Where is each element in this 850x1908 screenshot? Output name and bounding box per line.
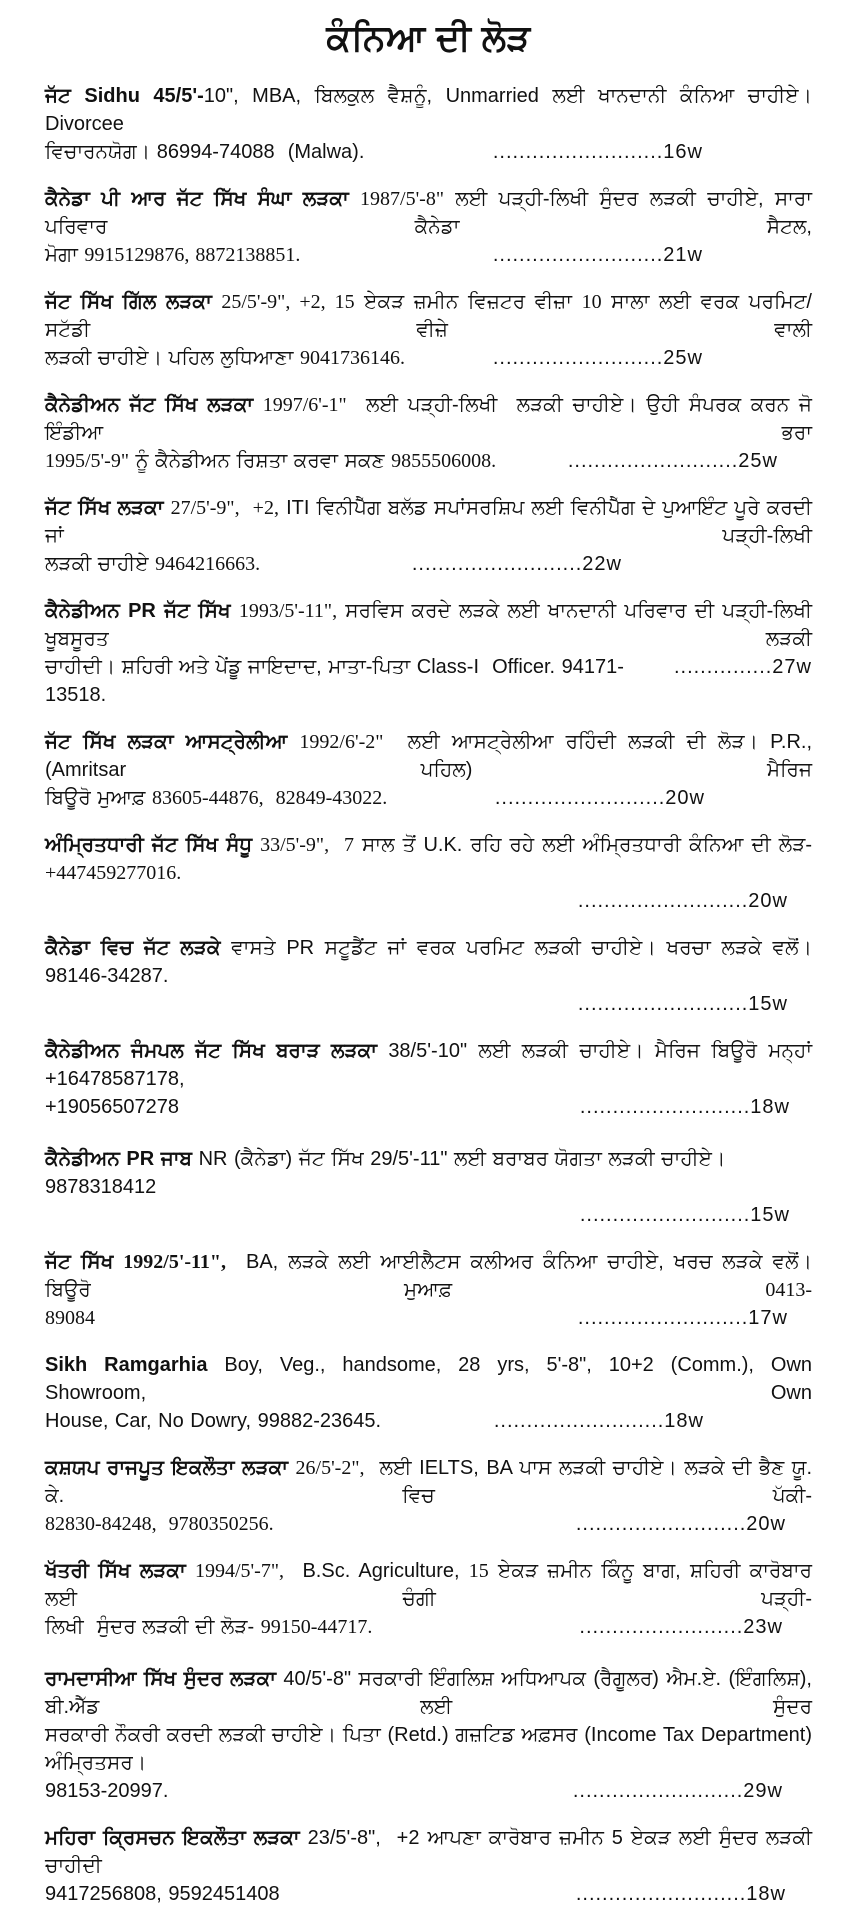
ad-line	[45, 1248, 819, 1304]
ad-line	[45, 1304, 812, 1332]
ad-text	[45, 85, 819, 135]
word-count-leader: ..........................17w	[577, 1307, 788, 1329]
ad-line	[45, 784, 812, 812]
ad-line	[45, 494, 819, 550]
classified-ad	[45, 728, 819, 812]
ad-text	[45, 834, 819, 884]
ad-text	[45, 1040, 819, 1090]
ad-lead-in: ਕੈਨੇਡੀਅਨ ਜੱਟ ਸਿੱਖ ਲੜਕਾ	[45, 394, 263, 416]
ad-text	[45, 1148, 732, 1198]
ad-text	[45, 1613, 372, 1641]
ad-line	[45, 1777, 812, 1805]
ad-lead-in: ਕੈਨੇਡੀਅਨ ਜੰਮਪਲ ਜੱਟ ਸਿੱਖ ਬਰਾੜ ਲੜਕਾ	[45, 1040, 389, 1062]
classified-ad	[45, 1665, 819, 1805]
ad-lead-in: ਜੱਟ ਸਿੱਖ	[45, 1251, 124, 1273]
ad-text-segment: ਏਕੜ ਜ਼ਮੀਨ ਕਿੰਨੂ ਬਾਗ, ਸ਼ਹਿਰੀ ਕਾਰੋਬਾਰ ਲਈ ਚੰਗੀ ਪੜ੍ਹੀ-	[45, 1560, 819, 1610]
ad-line	[45, 1880, 812, 1908]
ad-text	[45, 1724, 819, 1774]
ad-text-segment: B.Sc. Agriculture,	[283, 1560, 469, 1582]
ad-text	[45, 447, 496, 475]
classified-ad	[45, 1351, 819, 1435]
ad-lead-in: Sidhu 45/5'-	[84, 85, 204, 107]
ad-text	[45, 291, 812, 341]
ad-text-segment: 1997/6'-1"	[262, 394, 347, 416]
ad-text-segment: 98153-20997.	[45, 1780, 169, 1802]
ad-text-segment: BA, ਲੜਕੇ ਲਈ ਆਈਲੈਟਸ ਕਲੀਅਰ ਕੰਨਿਆ ਚਾਹੀਏ, ਖਰਚ ਲੜਕੇ ਵਲੋਂ। ਬਿਊਰੋ ਮੁਆਫ਼	[45, 1251, 819, 1301]
ad-line	[45, 1824, 819, 1880]
classified-ad	[45, 391, 819, 475]
ad-text	[45, 1093, 179, 1121]
ad-text-segment: 1994/5'-7",	[195, 1560, 284, 1582]
ad-text-segment: ਚਾਹੀਦੀ। ਸ਼ਹਿਰੀ ਅਤੇ ਪੇਂਡੂ ਜਾਇਦਾਦ, ਮਾਤਾ-ਪਿਤਾ Class-I Officer. 94171-13518.	[45, 656, 624, 706]
ad-line	[45, 138, 812, 166]
word-count-leader: ..........................21w	[492, 244, 703, 266]
ad-lead-in: ਕਸ਼ਯਪ ਰਾਜਪੂਤ ਇਕਲੌਤਾ ਲੜਕਾ	[45, 1457, 296, 1479]
ad-text-segment: ਸਰਵਿਸ ਕਰਦੇ ਲੜਕੇ ਲਈ ਖਾਨਦਾਨੀ ਪਰਿਵਾਰ ਦੀ ਪੜ੍ਹੀ-ਲਿਖੀ ਖੂਬਸੂਰਤ ਲੜਕੀ	[45, 600, 826, 650]
ad-lead-in: ਰਾਮਦਾਸੀਆ ਸਿੱਖ ਸੁੰਦਰ ਲੜਕਾ	[45, 1668, 284, 1690]
ad-line	[45, 1721, 819, 1777]
ad-text-segment: ਵਿਚਾਰਨਯੋਗ। 86994-74088 (Malwa).	[45, 141, 365, 163]
ad-text-segment: 9464216663.	[155, 553, 261, 575]
ad-line	[45, 1510, 812, 1538]
ad-text-segment: ITI ਵਿਨੀਪੈੱਗ ਬਲੱਡ ਸਪਾਂਸਰਸ਼ਿਪ ਲਈ ਵਿਨੀਪੈੱਗ ਦੇ ਪੁਆਇੰਟ ਪੂਰੇ ਕਰਦੀ ਜਾਂ ਪੜ੍ਹੀ-ਲਿਖੀ	[45, 497, 819, 547]
classified-ad	[45, 1454, 819, 1538]
ad-line	[45, 447, 812, 475]
ad-text-segment: +19056507278	[45, 1096, 180, 1118]
ad-text-segment: 9417256808, 9592451408	[45, 1883, 280, 1905]
ad-text	[45, 1407, 381, 1435]
ad-text	[45, 1510, 274, 1538]
ad-text-segment: 0413-	[765, 1279, 812, 1301]
classified-ad	[45, 494, 819, 578]
ad-text-segment: 1987/5'-8"	[360, 188, 444, 210]
word-count-leader: ..........................18w	[579, 1096, 790, 1118]
ad-lead-in: ਕੈਨੇਡੀਅਨ PR ਜਾਬ	[45, 1148, 199, 1170]
word-count-leader: ..........................25w	[492, 347, 703, 369]
word-count-leader: ..........................20w	[494, 787, 705, 809]
ad-lead-in: ਜੱਟ ਸਿੱਖ ਲੜਕਾ	[45, 497, 171, 519]
word-count-leader: ..........................18w	[493, 1410, 704, 1432]
ad-lead-in: ਕੈਨੇਡਾ ਪੀ ਆਰ ਜੱਟ ਸਿੱਖ ਸੰਘਾ ਲੜਕਾ	[45, 188, 361, 210]
ad-text-segment: ਮੋਗਾ	[45, 244, 85, 266]
classified-ad	[45, 185, 819, 269]
ad-line	[45, 241, 812, 269]
ad-lead-in: ਕੈਨੇਡੀਅਨ PR ਜੱਟ ਸਿੱਖ	[45, 600, 239, 622]
ad-text-segment: Boy, Veg., handsome, 28 yrs, 5'-8", 10+2 (Comm.), Own Showroom, Own	[45, 1354, 819, 1404]
ad-text-segment: 99150-44717.	[260, 1616, 373, 1638]
ad-text-segment: 27/5'-9", +2,	[170, 497, 279, 519]
ad-lead-in: Sikh Ramgarhia	[45, 1354, 225, 1376]
ad-text-segment: 9855506008.	[391, 450, 497, 472]
ad-text-segment: 83605-44876, 82849-43022.	[151, 787, 388, 809]
ad-text	[45, 731, 819, 781]
ads-list	[45, 82, 826, 1908]
ad-text	[45, 138, 364, 166]
word-count-leader: ..........................15w	[579, 1204, 790, 1226]
ad-text-segment: ਲਿਖੀ ਸੁੰਦਰ ਲੜਕੀ ਦੀ ਲੋੜ-	[45, 1616, 261, 1638]
ad-text	[45, 653, 674, 709]
ad-text-segment: 89084	[45, 1307, 95, 1329]
ad-line	[45, 597, 826, 653]
ad-text-segment: ਸਾਲ ਤੋਂ U.K. ਰਹਿ ਰਹੇ ਲਈ ਅੰਮ੍ਰਿਤਧਾਰੀ ਕੰਨਿਆ ਦੀ ਲੋੜ-	[354, 834, 819, 856]
ad-text-segment: +447459277016.	[45, 862, 182, 884]
ad-line	[45, 1407, 812, 1435]
ad-line	[45, 1665, 819, 1721]
ad-lead-in: 1992/5'-11",	[123, 1251, 227, 1273]
ad-text	[45, 1251, 819, 1301]
ad-line	[45, 1093, 812, 1121]
word-count-leader: ..........................22w	[411, 553, 622, 575]
ad-lead-in: ਜੱਟ ਸਿੱਖ ਗਿੱਲ ਲੜਕਾ	[45, 291, 222, 313]
ad-text-segment: 23/5'-8", +2 ਆਪਣਾ ਕਾਰੋਬਾਰ ਜ਼ਮੀਨ 5 ਏਕੜ ਲਈ ਸੁੰਦਰ ਲੜਕੀ ਚਾਹੀਦੀ	[45, 1827, 819, 1877]
ad-line	[45, 1454, 819, 1510]
ad-line	[45, 185, 819, 241]
ad-text-segment: 9915129876, 8872138851.	[84, 244, 301, 266]
ad-text-segment: ਬਿਊਰੋ ਮੁਆਫ਼	[45, 787, 152, 809]
ad-text-segment: ਲਈ IELTS, BA ਪਾਸ ਲੜਕੀ ਚਾਹੀਏ। ਲੜਕੇ ਦੀ ਭੈਣ ਯੂ. ਕੇ. ਵਿਚ ਪੱਕੀ-	[45, 1457, 819, 1507]
word-count-leader: ..........................15w	[577, 993, 788, 1015]
ad-text-segment: 1992/6'-2"	[299, 731, 384, 753]
page-title: ਕੰਨਿਆ ਦੀ ਲੋੜ	[326, 17, 531, 58]
ad-text	[45, 344, 405, 372]
ad-text	[45, 937, 819, 987]
ad-line	[45, 344, 812, 372]
word-count-leader: ..........................20w	[577, 890, 788, 912]
classified-ad	[45, 934, 819, 1018]
ad-text-segment: ਲੜਕੀ ਚਾਹੀਏ	[45, 553, 156, 575]
ad-line	[45, 831, 819, 887]
ad-text	[45, 1304, 95, 1332]
ad-text-segment: ਨੂੰ ਕੈਨੇਡੀਅਨ ਰਿਸ਼ਤਾ ਕਰਵਾ ਸਕਣ	[128, 450, 392, 472]
classified-ad	[45, 1145, 812, 1229]
ad-line	[45, 288, 812, 344]
ad-text-segment: 10", MBA, ਬਿਲਕੁਲ ਵੈਸ਼ਨੂੰ, Unmarried ਲਈ ਖਾਨਦਾਨੀ ਕੰਨਿਆ ਚਾਹੀਏ। Divorcee	[45, 85, 819, 135]
ad-text-segment: 10	[581, 291, 602, 313]
ad-text-segment: 15	[468, 1560, 489, 1582]
ad-line	[45, 887, 812, 915]
ad-text-segment: 9041736146.	[299, 347, 405, 369]
ad-text	[45, 1880, 280, 1908]
ad-text	[45, 394, 819, 444]
ad-text	[45, 784, 387, 812]
ad-text-segment: 25/5'-9", +2, 15	[221, 291, 355, 313]
word-count-leader: ..........................29w	[572, 1780, 783, 1802]
ad-line	[45, 934, 819, 990]
classified-ad	[45, 831, 819, 915]
ad-lead-in: ਮਹਿਰਾ ਕ੍ਰਿਸਚਨ ਇਕਲੌਤਾ ਲੜਕਾ	[45, 1827, 308, 1849]
ad-text-segment: ਲਈ ਪੜ੍ਹੀ-ਲਿਖੀ ਸੁੰਦਰ ਲੜਕੀ ਚਾਹੀਏ, ਸਾਰਾ ਪਰਿਵਾਰ ਕੈਨੇਡਾ ਸੈਟਲ,	[45, 188, 819, 238]
ad-text-segment: ਲਈ ਪੜ੍ਹੀ-ਲਿਖੀ ਲੜਕੀ ਚਾਹੀਏ। ਉਹੀ ਸੰਪਰਕ ਕਰਨ ਜੋ ਇੰਡੀਆ ਭਰਾ	[45, 394, 819, 444]
ad-line	[45, 1145, 812, 1201]
ad-lead-in: ਅੰਮ੍ਰਿਤਧਾਰੀ ਜੱਟ ਸਿੱਖ ਸੰਧੂ	[45, 834, 261, 856]
ad-text	[45, 550, 260, 578]
classified-ad	[45, 1557, 819, 1641]
ad-text-segment: ਲਈ ਆਸਟ੍ਰੇਲੀਆ ਰਹਿੰਦੀ ਲੜਕੀ ਦੀ ਲੋੜ। P.R., (Amritsar ਪਹਿਲ) ਮੈਰਿਜ	[45, 731, 819, 781]
ad-text	[45, 1354, 819, 1404]
ad-lead-in: ਖੱਤਰੀ ਸਿੱਖ ਲੜਕਾ	[45, 1560, 195, 1582]
ad-lead-in: ਕੈਨੇਡਾ ਵਿਚ ਜੱਟ ਲੜਕੇ	[45, 937, 232, 959]
ad-text	[45, 241, 300, 269]
ad-text	[45, 1457, 819, 1507]
ad-line	[45, 653, 812, 709]
ad-text	[45, 497, 819, 547]
classified-ad	[45, 1037, 819, 1121]
classified-ad	[45, 82, 819, 166]
ad-lead-in: ਜੱਟ	[45, 85, 85, 107]
ad-text-segment: ਲੜਕੀ ਚਾਹੀਏ। ਪਹਿਲ ਲੁਧਿਆਣਾ	[45, 347, 300, 369]
ad-text-segment: 1995/5'-9"	[45, 450, 129, 472]
classified-ad	[45, 1248, 819, 1332]
ad-text-segment: 26/5'-2",	[295, 1457, 365, 1479]
ad-text	[45, 1827, 819, 1877]
ad-line	[45, 1613, 812, 1641]
word-count-leader: ..........................16w	[492, 141, 703, 163]
ad-line	[45, 391, 819, 447]
ad-text-segment: NR (ਕੈਨੇਡਾ) ਜੱਟ ਸਿੱਖ 29/5'-11" ਲਈ ਬਰਾਬਰ ਯੋਗਤਾ ਲੜਕੀ ਚਾਹੀਏ। 9878318412	[45, 1148, 733, 1198]
ad-text	[45, 1777, 168, 1805]
classified-ad	[45, 597, 826, 709]
classified-ad	[45, 288, 812, 372]
word-count-leader: ..........................18w	[575, 1883, 786, 1905]
ad-line	[45, 1037, 819, 1093]
ad-line	[45, 1201, 812, 1229]
ad-text-segment: 38/5'-10" ਲਈ ਲੜਕੀ ਚਾਹੀਏ। ਮੈਰਿਜ ਬਿਊਰੋ ਮਨ੍ਹਾਂ +16478587178,	[45, 1040, 819, 1090]
ad-text-segment: ਏਕੜ ਜ਼ਮੀਨ ਵਿਜ਼ਟਰ ਵੀਜ਼ਾ	[354, 291, 582, 313]
ad-line	[45, 82, 819, 138]
word-count-leader: ..........................20w	[575, 1513, 786, 1535]
ad-line	[45, 728, 819, 784]
ad-line	[45, 550, 812, 578]
ad-lead-in: ਜੱਟ ਸਿੱਖ ਲੜਕਾ ਆਸਟ੍ਰੇਲੀਆ	[45, 731, 300, 753]
ad-text-segment: 1993/5'-11",	[238, 600, 338, 622]
ad-text-segment: House, Car, No Dowry, 99882-23645.	[45, 1410, 382, 1432]
ad-text	[45, 1668, 819, 1718]
classified-ad	[45, 1824, 819, 1908]
word-count-leader: ...............27w	[673, 656, 812, 678]
ad-text-segment: 33/5'-9", 7	[260, 834, 355, 856]
ad-line	[45, 1557, 819, 1613]
ad-text-segment: ਸਾਲਾ ਲਈ ਵਰਕ ਪਰਮਿਟ/ਸਟੱਡੀ ਵੀਜ਼ੇ ਵਾਲੀ	[45, 291, 812, 341]
ad-text-segment: ਵਾਸਤੇ PR ਸਟੂਡੈਂਟ ਜਾਂ ਵਰਕ ਪਰਮਿਟ ਲੜਕੀ ਚਾਹੀਏ। ਖਰਚਾ ਲੜਕੇ ਵਲੋਂ। 98146-34287.	[45, 937, 819, 987]
ad-text	[45, 1560, 819, 1610]
word-count-leader: ..........................25w	[567, 450, 778, 472]
ad-text-segment: 82830-84248, 9780350256.	[45, 1513, 274, 1535]
ad-line	[45, 1351, 819, 1407]
ad-line	[45, 990, 812, 1018]
ad-text-segment: ਸਰਕਾਰੀ ਨੌਕਰੀ ਕਰਦੀ ਲੜਕੀ ਚਾਹੀਏ। ਪਿਤਾ (Retd.) ਗਜ਼ਟਿਡ ਅਫ਼ਸਰ (Income Tax Department) ਅੰਮ੍ਰਿਤਸਰ।	[45, 1724, 819, 1774]
ad-text-segment: 40/5'-8" ਸਰਕਾਰੀ ਇੰਗਲਿਸ਼ ਅਧਿਆਪਕ (ਰੈਗੂਲਰ) ਐਮ.ਏ. (ਇੰਗਲਿਸ਼), ਬੀ.ਐੱਡ ਲਈ ਸੁੰਦਰ	[45, 1668, 819, 1718]
ad-text	[45, 600, 825, 650]
word-count-leader: .........................23w	[579, 1616, 783, 1638]
ad-text	[45, 188, 819, 238]
